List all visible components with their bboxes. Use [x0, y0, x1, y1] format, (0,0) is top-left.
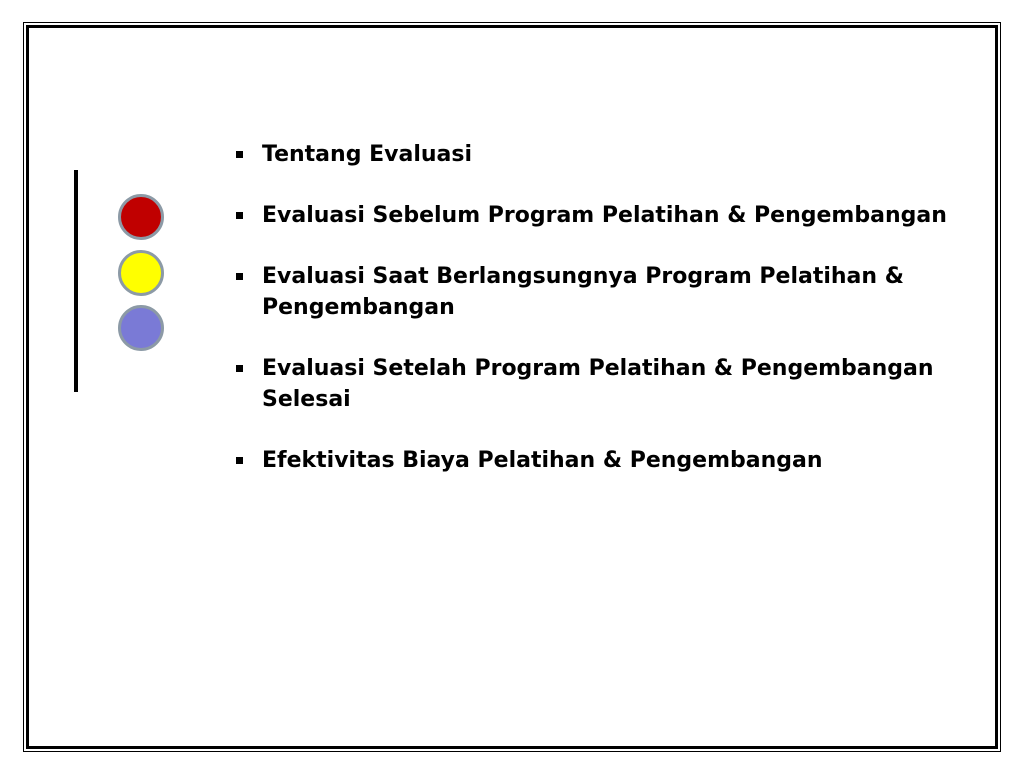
red-circle-icon	[118, 194, 164, 240]
decorative-vertical-line	[74, 170, 78, 392]
bullet-item	[232, 261, 952, 323]
bullet-text: Evaluasi Setelah Program Pelatihan & Pengembangan Selesai	[262, 356, 934, 412]
square-bullet-icon	[236, 273, 243, 280]
bullet-text: Efektivitas Biaya Pelatihan & Pengembangan	[262, 448, 823, 473]
square-bullet-icon	[236, 212, 243, 219]
bullet-item	[232, 353, 952, 415]
bullet-item	[232, 200, 952, 231]
bullet-list	[232, 139, 952, 506]
bullet-item	[232, 139, 952, 170]
square-bullet-icon	[236, 365, 243, 372]
square-bullet-icon	[236, 457, 243, 464]
bullet-text: Tentang Evaluasi	[262, 142, 472, 167]
yellow-circle-icon	[118, 250, 164, 296]
blue-circle-icon	[118, 305, 164, 351]
square-bullet-icon	[236, 151, 243, 158]
bullet-text: Evaluasi Saat Berlangsungnya Program Pelatihan & Pengembangan	[262, 264, 904, 320]
bullet-item	[232, 445, 952, 476]
bullet-text: Evaluasi Sebelum Program Pelatihan & Pengembangan	[262, 203, 947, 228]
